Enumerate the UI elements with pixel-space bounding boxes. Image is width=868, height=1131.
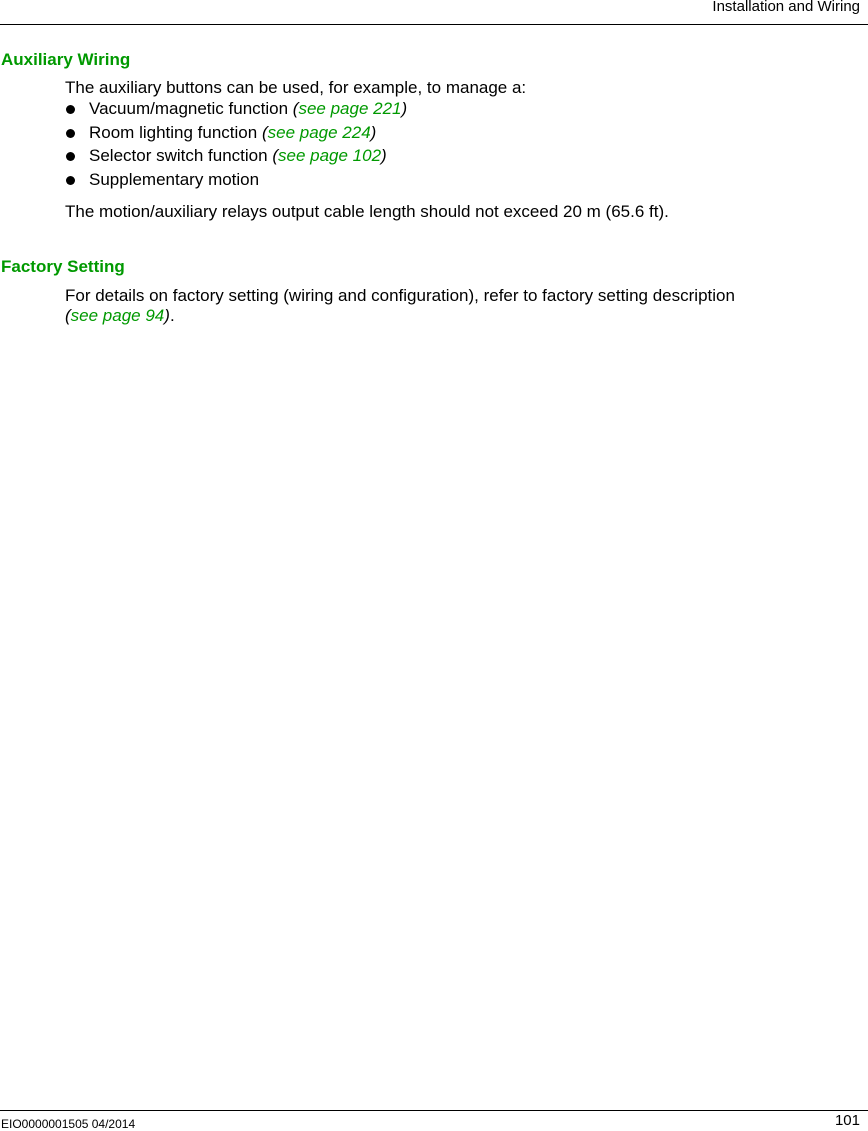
page-link[interactable]: see page 102: [277, 146, 382, 165]
list-item: [65, 123, 407, 147]
page-reference: [65, 306, 170, 325]
section-heading-factory-setting: Factory Setting: [1, 257, 125, 276]
footer-page-number: 101: [834, 1112, 860, 1129]
bullet-icon: [66, 105, 75, 114]
bullet-icon: [66, 176, 75, 185]
list-item-text: Room lighting function: [89, 122, 262, 142]
factory-setting-text: [65, 286, 735, 326]
auxiliary-intro-text: The auxiliary buttons can be used, for example, to manage a:: [65, 78, 527, 97]
list-item: [65, 170, 407, 194]
paren-close: ): [401, 99, 408, 118]
running-header-title: Installation and Wiring: [712, 0, 860, 15]
footer-rule: [0, 1110, 868, 1111]
sentence-end: .: [169, 306, 175, 325]
page-reference: [272, 146, 386, 165]
paren-open: (: [272, 146, 278, 165]
list-item-text: Selector switch function: [89, 146, 273, 165]
paren-open: (: [65, 306, 71, 325]
paren-close: ): [164, 306, 170, 325]
auxiliary-function-list: [65, 99, 407, 193]
paren-close: ): [370, 122, 377, 142]
paren-open: (: [261, 122, 268, 142]
relay-cable-note: The motion/auxiliary relays output cable length should not exceed 20 m (65.6 ft).: [65, 202, 669, 221]
section-heading-auxiliary-wiring: Auxiliary Wiring: [1, 50, 131, 69]
page-link[interactable]: see page 224: [267, 122, 371, 142]
factory-setting-line: For details on factory setting (wiring and configuration), refer to factory setting description: [65, 286, 735, 305]
list-item: [65, 146, 407, 170]
bullet-icon: [66, 152, 75, 161]
page-link[interactable]: see page 221: [298, 99, 402, 118]
page-link[interactable]: see page 94: [70, 306, 165, 325]
bullet-icon: [66, 129, 75, 138]
footer-document-id: EIO0000001505 04/2014: [1, 1117, 136, 1131]
paren-close: ): [381, 146, 387, 165]
list-item-text: Supplementary motion: [89, 169, 260, 189]
list-item-text: Vacuum/magnetic function: [89, 99, 293, 118]
page-reference: [293, 99, 407, 118]
header-rule: [0, 24, 868, 25]
page-reference: [262, 123, 376, 142]
list-item: [65, 99, 407, 123]
paren-open: (: [292, 99, 299, 118]
